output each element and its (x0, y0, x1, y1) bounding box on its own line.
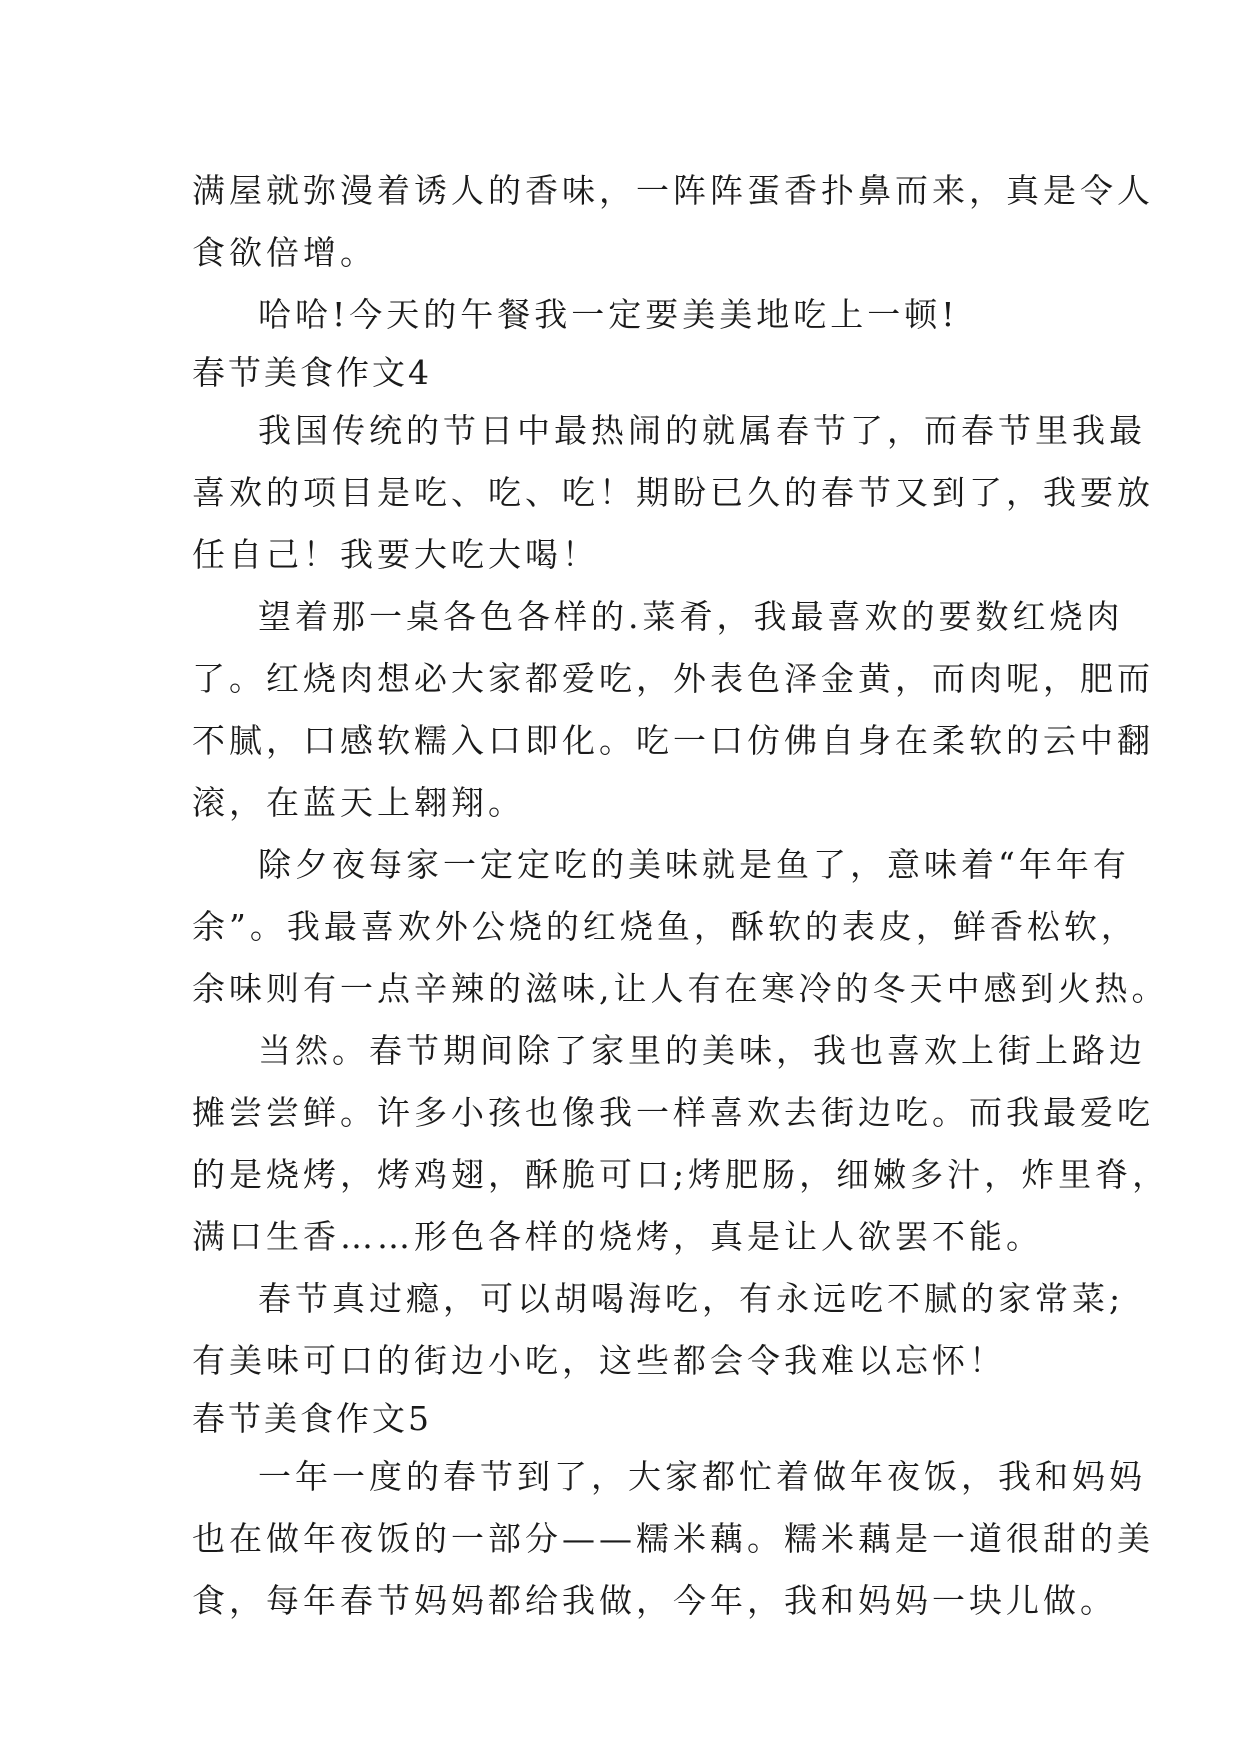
section-heading: 春节美食作文4 (192, 353, 432, 392)
text-line: 不腻，口感软糯入口即化。吃一口仿佛自身在柔软的云中翻 (192, 721, 1154, 760)
text-line: 春节真过瘾，可以胡喝海吃，有永远吃不腻的家常菜; (258, 1279, 1125, 1318)
text-line: 余”。我最喜欢外公烧的红烧鱼，酥软的表皮，鲜香松软， (192, 907, 1138, 946)
paragraph (192, 284, 1052, 346)
paragraph (192, 1268, 1125, 1392)
text-line: 有美味可口的街边小吃，这些都会令我难以忘怀！ (192, 1341, 1006, 1380)
text-line: 当然。春节期间除了家里的美味，我也喜欢上街上路边 (258, 1031, 1146, 1070)
paragraph (192, 1446, 1154, 1632)
text-line: 满口生香……形色各样的烧烤，真是让人欲罢不能。 (192, 1217, 1043, 1256)
paragraph (192, 400, 1154, 586)
paragraph (192, 586, 1154, 834)
text-line: 食，每年春节妈妈都给我做，今年，我和妈妈一块儿做。 (192, 1581, 1117, 1620)
text-line: 我国传统的节日中最热闹的就属春节了，而春节里我最 (258, 411, 1146, 450)
section-heading: 春节美食作文5 (192, 1399, 432, 1438)
text-line: 摊尝尝鲜。许多小孩也像我一样喜欢去街边吃。而我最爱吃 (192, 1093, 1154, 1132)
paragraph-continuation (192, 160, 1154, 284)
text-line: 了。红烧肉想必大家都爱吃，外表色泽金黄，而肉呢，肥而 (192, 659, 1154, 698)
text-line: 滚，在蓝天上翱翔。 (192, 783, 525, 822)
text-line: 一年一度的春节到了，大家都忙着做年夜饭，我和妈妈 (258, 1457, 1146, 1496)
text-line: 任自己！我要大吃大喝！ (192, 535, 599, 574)
text-line: 喜欢的项目是吃、吃、吃！期盼已久的春节又到了，我要放 (192, 473, 1154, 512)
text-line: 也在做年夜饭的一部分——糯米藕。糯米藕是一道很甜的美 (192, 1519, 1154, 1558)
text-line: 余味则有一点辛辣的滋味,让人有在寒冷的冬天中感到火热。 (192, 969, 1169, 1008)
document-body (192, 160, 1170, 1632)
text-line: 食欲倍增。 (192, 233, 377, 272)
paragraph (192, 1020, 1170, 1268)
text-line: 哈哈!今天的午餐我一定要美美地吃上一顿! (258, 295, 959, 334)
paragraph (192, 834, 1169, 1020)
text-line: 除夕夜每家一定定吃的美味就是鱼了，意味着“年年有 (258, 845, 1130, 884)
text-line: 满屋就弥漫着诱人的香味，一阵阵蛋香扑鼻而来，真是令人 (192, 171, 1154, 210)
text-line: 的是烧烤，烤鸡翅，酥脆可口;烤肥肠，细嫩多汁，炸里脊， (192, 1155, 1170, 1194)
text-line: 望着那一桌各色各样的.菜肴，我最喜欢的要数红烧肉 (258, 597, 1124, 636)
